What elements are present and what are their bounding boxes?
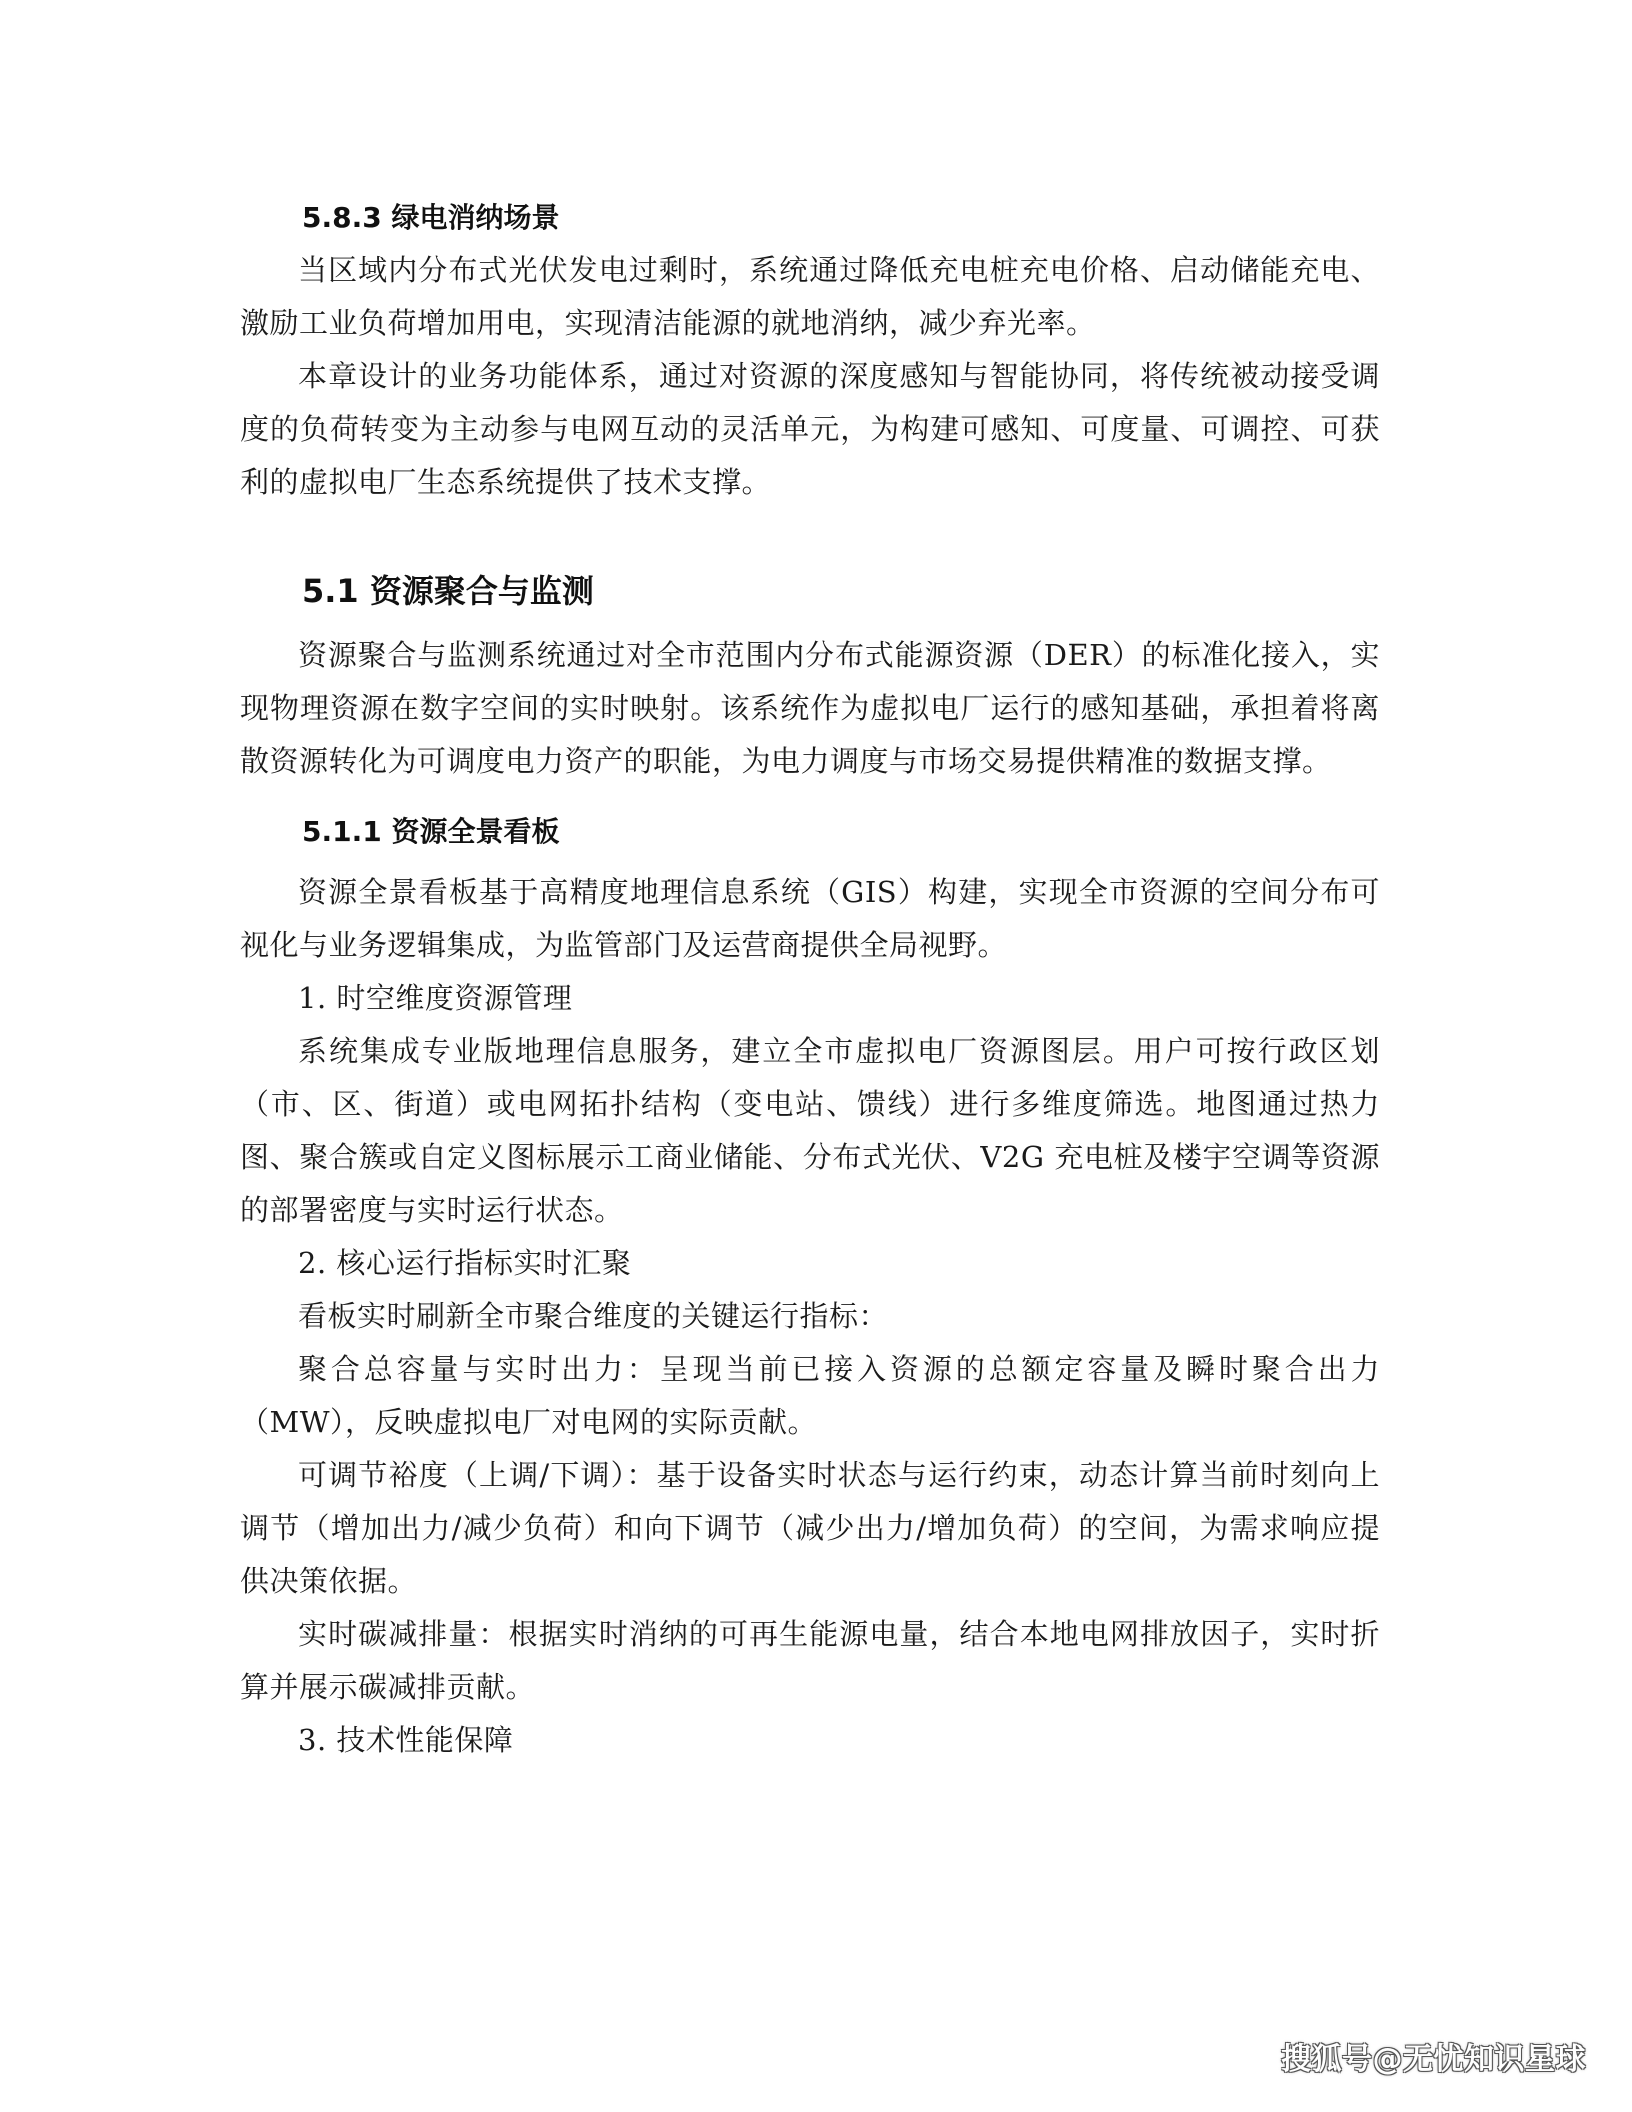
section-5-8-3-heading: 5.8.3 绿电消纳场景 bbox=[302, 201, 560, 234]
document-body bbox=[240, 192, 1380, 1767]
chapter-summary-paragraph: 本章设计的业务功能体系，通过对资源的深度感知与智能协同，将传统被动接受调度的负荷转变为主动参与电网互动的灵活单元，为构建可感知、可度量、可调控、可获利的虚拟电厂生态系统提供了技术支撑。 bbox=[240, 359, 1380, 499]
section-5-1-1-heading: 5.1.1 资源全景看板 bbox=[302, 815, 560, 848]
item-2-margin: 可调节裕度（上调/下调）：基于设备实时状态与运行约束，动态计算当前时刻向上调节（增加出力/减少负荷）和向下调节（减少出力/增加负荷）的空间，为需求响应提供决策依据。 bbox=[240, 1458, 1380, 1598]
item-2-intro: 看板实时刷新全市聚合维度的关键运行指标： bbox=[298, 1299, 889, 1333]
item-3-title: 3. 技术性能保障 bbox=[298, 1723, 514, 1757]
item-2-capacity: 聚合总容量与实时出力：呈现当前已接入资源的总额定容量及瞬时聚合出力（MW），反映虚拟电厂对电网的实际贡献。 bbox=[240, 1352, 1380, 1439]
watermark-text: 搜狐号@无忧知识星球 bbox=[1281, 2042, 1586, 2077]
item-1-body: 系统集成专业版地理信息服务，建立全市虚拟电厂资源图层。用户可按行政区划（市、区、街道）或电网拓扑结构（变电站、馈线）进行多维度筛选。地图通过热力图、聚合簇或自定义图标展示工商业储能、分布式光伏、V2G 充电桩及楼宇空调等资源的部署密度与实时运行状态。 bbox=[240, 1034, 1380, 1227]
section-5-1-heading: 5.1 资源聚合与监测 bbox=[302, 572, 594, 610]
section-5-1-1-paragraph: 资源全景看板基于高精度地理信息系统（GIS）构建，实现全市资源的空间分布可视化与业务逻辑集成，为监管部门及运营商提供全局视野。 bbox=[240, 875, 1380, 962]
section-5-1-paragraph: 资源聚合与监测系统通过对全市范围内分布式能源资源（DER）的标准化接入，实现物理资源在数字空间的实时映射。该系统作为虚拟电厂运行的感知基础，承担着将离散资源转化为可调度电力资产的职能，为电力调度与市场交易提供精准的数据支撑。 bbox=[240, 638, 1380, 778]
section-5-8-3-paragraph: 当区域内分布式光伏发电过剩时，系统通过降低充电桩充电价格、启动储能充电、激励工业负荷增加用电，实现清洁能源的就地消纳，减少弃光率。 bbox=[240, 253, 1380, 340]
item-1-title: 1. 时空维度资源管理 bbox=[298, 981, 573, 1015]
item-2-title: 2. 核心运行指标实时汇聚 bbox=[298, 1246, 632, 1280]
item-2-carbon: 实时碳减排量：根据实时消纳的可再生能源电量，结合本地电网排放因子，实时折算并展示碳减排贡献。 bbox=[240, 1617, 1380, 1704]
